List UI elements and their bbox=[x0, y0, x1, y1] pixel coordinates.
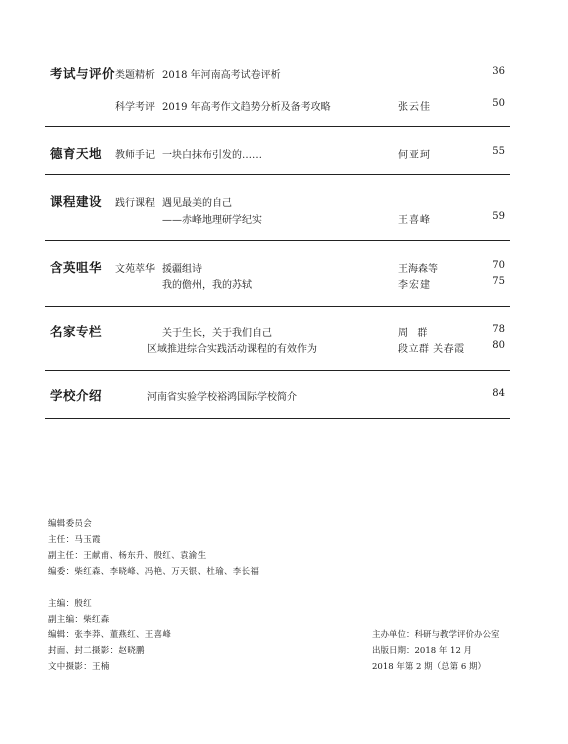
subsection-label: 践行课程 bbox=[115, 198, 155, 209]
section-title: 课程建设 bbox=[50, 194, 103, 209]
page-number: 59 bbox=[492, 211, 505, 222]
divider bbox=[45, 306, 510, 307]
section-title: 含英咀华 bbox=[50, 260, 103, 275]
article-title[interactable]: 我的儋州，我的苏轼 bbox=[162, 280, 252, 291]
divider bbox=[45, 240, 510, 241]
article-author: 段立群 关春霞 bbox=[398, 344, 465, 355]
article-author: 周 群 bbox=[398, 328, 429, 339]
page-number: 78 bbox=[492, 324, 505, 335]
article-title[interactable]: 遇见最美的自己 bbox=[162, 198, 232, 209]
page-number: 75 bbox=[492, 276, 505, 287]
masthead-organizer: 主办单位：科研与教学评价办公室 bbox=[372, 630, 500, 640]
page-number: 36 bbox=[492, 66, 505, 77]
masthead-deputy-editor: 副主编：柴红森 bbox=[48, 615, 110, 625]
article-subtitle: ——赤峰地理研学纪实 bbox=[162, 215, 262, 226]
article-author: 王海森等 bbox=[398, 264, 438, 275]
masthead-editor-in-chief: 主编：殷红 bbox=[48, 599, 93, 609]
divider bbox=[45, 126, 510, 127]
article-title[interactable]: 2018 年河南高考试卷评析 bbox=[162, 70, 281, 81]
masthead-issue: 2018 年第 2 期（总第 6 期） bbox=[372, 662, 486, 672]
divider bbox=[45, 174, 510, 175]
subsection-label: 类题精析 bbox=[115, 70, 155, 81]
article-title[interactable]: 援疆组诗 bbox=[162, 264, 202, 275]
divider bbox=[45, 370, 510, 371]
article-title[interactable]: 区域推进综合实践活动课程的有效作为 bbox=[147, 344, 317, 355]
masthead-cover-photo: 封面、封二摄影：赵晓鹏 bbox=[48, 646, 145, 656]
subsection-label: 教师手记 bbox=[115, 150, 155, 161]
article-title[interactable]: 2019 年高考作文趋势分析及备考攻略 bbox=[162, 102, 331, 113]
section-title: 德育天地 bbox=[50, 146, 103, 161]
page-number: 80 bbox=[492, 340, 505, 351]
section-title: 考试与评价 bbox=[50, 66, 116, 81]
subsection-label: 文苑萃华 bbox=[115, 264, 155, 275]
divider bbox=[45, 418, 510, 419]
section-title: 学校介绍 bbox=[50, 388, 103, 403]
masthead-members: 编委：柴红森、李晓峰、冯艳、万天银、杜瑜、李长福 bbox=[48, 567, 260, 577]
masthead-committee: 编辑委员会 bbox=[48, 519, 93, 529]
article-author: 张云佳 bbox=[398, 102, 431, 113]
article-title[interactable]: 关于生长，关于我们自己 bbox=[162, 328, 272, 339]
article-author: 王喜峰 bbox=[398, 215, 431, 226]
page-number: 70 bbox=[492, 260, 505, 271]
section-title: 名家专栏 bbox=[50, 324, 103, 339]
masthead-director: 主任：马玉霞 bbox=[48, 535, 101, 545]
masthead-publish-date: 出版日期：2018 年 12 月 bbox=[372, 646, 473, 656]
masthead-vice-director: 副主任：王献甫、杨东升、殷红、袁渝生 bbox=[48, 551, 207, 561]
page-number: 50 bbox=[492, 98, 505, 109]
article-title[interactable]: 一块白抹布引发的…… bbox=[162, 150, 262, 161]
masthead-inner-photo: 文中摄影：王楠 bbox=[48, 662, 110, 672]
page-number: 84 bbox=[492, 388, 505, 399]
page-number: 55 bbox=[492, 146, 505, 157]
article-author: 何亚珂 bbox=[398, 150, 431, 161]
article-title[interactable]: 河南省实验学校裕鸿国际学校简介 bbox=[147, 392, 297, 403]
article-author: 李宏建 bbox=[398, 280, 431, 291]
subsection-label: 科学考评 bbox=[115, 102, 155, 113]
masthead-editors: 编辑：张李莽、董燕红、王喜峰 bbox=[48, 630, 172, 640]
